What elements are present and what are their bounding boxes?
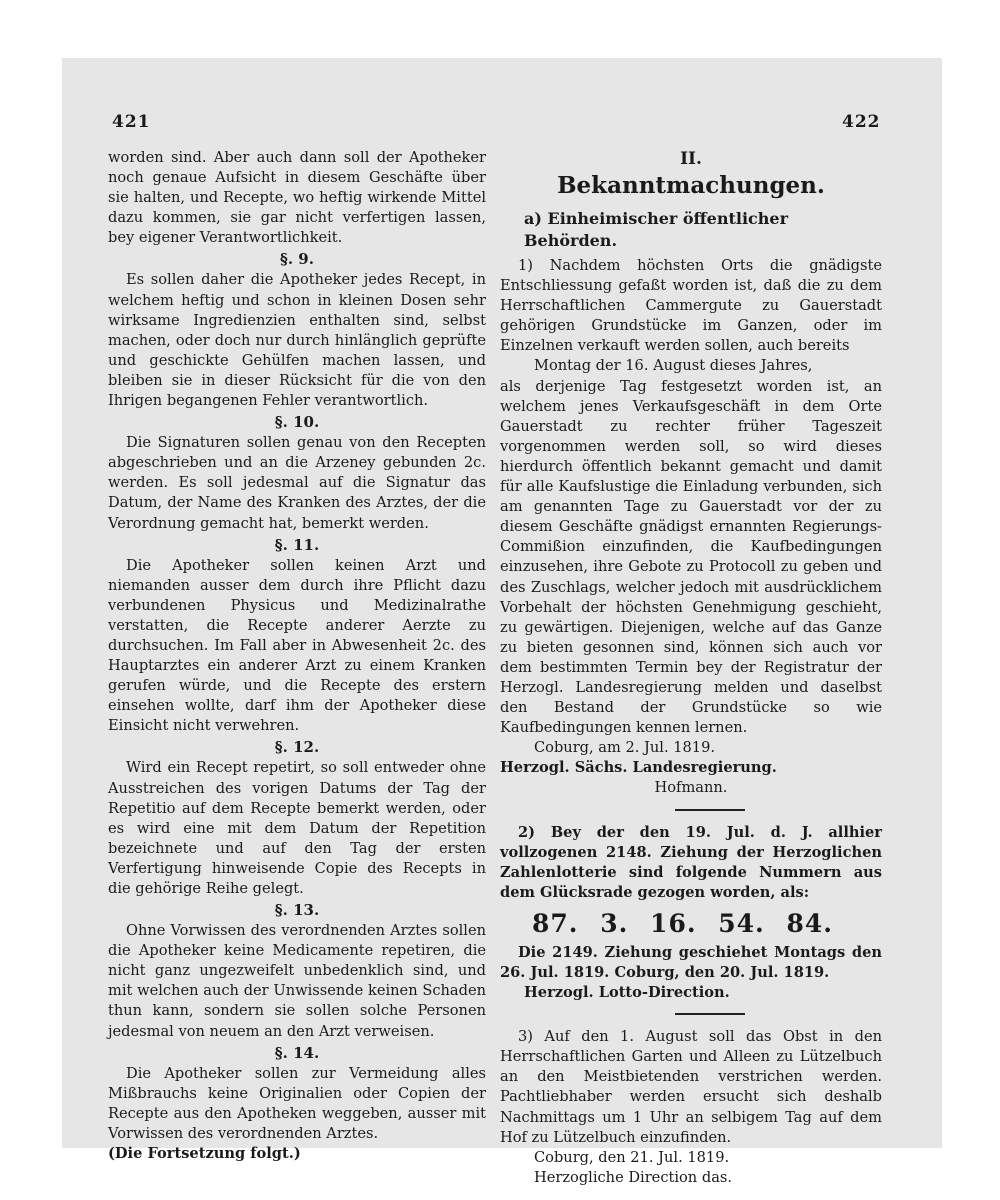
notice-1-text-2: als derjenige Tag festgesetzt worden ist, an welchem jenes Verkaufsgeschäft in dem Orte Gauerstadt zu rechter früher Tageszeit vorgenommen werden soll, so wird dieses hierdurch öffentlich bekannt gemacht und damit für alle Kaufslustige die Einladung verbunden, sich am genannten Tage zu Gauerstadt vor der zu diesem Geschäfte gnädigst ernannten Regierungs-Commißion einzufinden, die Kaufbedingungen einzusehen, ihre Gebote zu Protocoll zu geben und des Zuschlags, welcher jedoch mit ausdrücklichem Vorbehalt der höchsten Genehmigung geschieht, zu gewärtigen. Diejenigen, welche auf das Ganze zu bieten gesonnen sind, können sich auch vor dem bestimmten Termin bey der Registratur der Herzogl. Landesregierung melden und daselbst den Bestand der Grundstücke so wie Kaufbedingungen kennen lernen. [500, 377, 882, 737]
page-number-left: 421 [112, 112, 151, 132]
notice-1-text: 1) Nachdem höchsten Orts die gnädigste Entschliessung gefaßt worden ist, daß die zu dem Herrschaftlichen Cammergute zu Gauerstadt gehörigen Grundstücke im Ganzen, oder im Einzelnen verkauft werden sollen, auch bereits [500, 257, 882, 355]
paragraph-text: Die Apotheker sollen keinen Arzt und niemanden ausser dem durch ihre Pflicht dazu verbundenen Physicus und Medizinalrathe verstatten, die Recepte anderer Aerzte zu durchsuchen. Im Fall aber in Abwesenheit 2c. des Hauptarztes ein anderer Arzt zu einem Kranken gerufen würde, und die Recepte des erstern einsehen wollte, darf ihm der Apotheker diese Einsicht nicht verwehren. [108, 556, 486, 735]
paragraph-number: §. 12. [274, 738, 320, 757]
subheading: a) Einheimischer öffentlicher Behörden. [524, 209, 789, 250]
section-number: II. [680, 149, 702, 169]
lottery-number: 54. [718, 908, 765, 938]
notice-1-place-date: Coburg, am 2. Jul. 1819. [534, 739, 716, 757]
continuation-note: (Die Fortsetzung folgt.) [108, 1145, 301, 1163]
right-column [500, 148, 882, 1188]
paragraph-text: Die Apotheker sollen zur Vermeidung alles Mißbrauchs keine Originalien oder Copien der Recepte aus den Apotheken weggeben, ausser mit Vorwissen des verordnenden Arztes. [108, 1064, 486, 1142]
lottery-number: 87. [532, 908, 579, 938]
paragraph-text: Wird ein Recept repetirt, so soll entweder ohne Ausstreichen des vorigen Datums der Tag der Repetitio auf dem Recepte bemerkt werden, oder es wird eine mit dem Datum der Repetition bezeichnete und auf den Tag der ersten Verfertigung hinweisende Copie des Recepts in die gehörige Reihe gelegt. [108, 759, 486, 897]
notice-1-authority: Herzogl. Sächs. Landesregierung. [500, 759, 777, 777]
notice-2-signer: Herzogl. Lotto-Direction. [524, 984, 730, 1002]
section-title: Bekanntmachungen. [557, 172, 825, 199]
paragraph-text: worden sind. Aber auch dann soll der Apotheker noch genaue Aufsicht in diesem Geschäfte über sie halten, und Recepte, wo heftig wirkende Mittel dazu kommen, sie gar nicht verfertigen lassen, bey eigener Verantwortlichkeit. [108, 149, 486, 247]
left-column [108, 148, 486, 1164]
paragraph-text: Es sollen daher die Apotheker jedes Recept, in welchem heftig und schon in kleinen Dosen sehr wirksame Ingredienzien enthalten sind, selbst machen, oder doch nur durch hinlänglich geprüfte und geschickte Gehülfen machen lassen, und bleiben sie in dieser Rücksicht für die von den Ihrigen begangenen Fehler verantwortlich. [108, 271, 486, 410]
separator-line [675, 809, 745, 811]
separator-line [675, 1013, 745, 1015]
notice-2-text: 2) Bey der den 19. Jul. d. J. allhier vollzogenen 2148. Ziehung der Herzoglichen Zahlenlotterie sind folgende Nummern aus dem Glücksrade gezogen worden, als: [500, 823, 882, 901]
lottery-number: 84. [786, 908, 833, 938]
notice-3-place-date: Coburg, den 21. Jul. 1819. [534, 1148, 730, 1166]
lottery-numbers [532, 909, 882, 939]
paragraph-number: §. 13. [274, 901, 320, 920]
lottery-number: 3. [600, 908, 629, 938]
page-number-right: 422 [842, 112, 881, 132]
notice-2-text-2: Die 2149. Ziehung geschiehet Montags den 26. Jul. 1819. Coburg, den 20. Jul. 1819. [500, 943, 882, 981]
paragraph-text: Die Signaturen sollen genau von den Recepten abgeschrieben und an die Arzeney gebunden 2c. werden. Es soll jedesmal auf die Signatur das Datum, der Name des Kranken des Arztes, der die Verordnung gemacht hat, bemerkt werden. [108, 434, 486, 532]
paragraph-number: §. 14. [274, 1043, 320, 1062]
paragraph-number: §. 9. [280, 250, 314, 269]
notice-1-signer: Hofmann. [654, 779, 728, 797]
notice-1-date: Montag der 16. August dieses Jahres, [534, 357, 813, 375]
paragraph-number: §. 11. [274, 535, 320, 554]
notice-3-signer: Herzogliche Direction das. [534, 1168, 733, 1186]
paragraph-text: Ohne Vorwissen des verordnenden Arztes sollen die Apotheker keine Medicamente repetiren, die nicht ganz ungezweifelt unbedenklich sind, und mit welchen auch der Unwissende keinen Schaden thun kann, sondern sie sollen solche Personen jedesmal von neuem an den Arzt verweisen. [108, 922, 486, 1040]
notice-3-text: 3) Auf den 1. August soll das Obst in den Herrschaftlichen Garten und Alleen zu Lützelbuch an den Meistbietenden verstrichen werden. Pachtliebhaber werden ersucht sich deshalb Nachmittags um 1 Uhr an selbigem Tag auf dem Hof zu Lützelbuch einzufinden. [500, 1028, 882, 1146]
paragraph-number: §. 10. [274, 413, 320, 432]
lottery-number: 16. [650, 908, 697, 938]
